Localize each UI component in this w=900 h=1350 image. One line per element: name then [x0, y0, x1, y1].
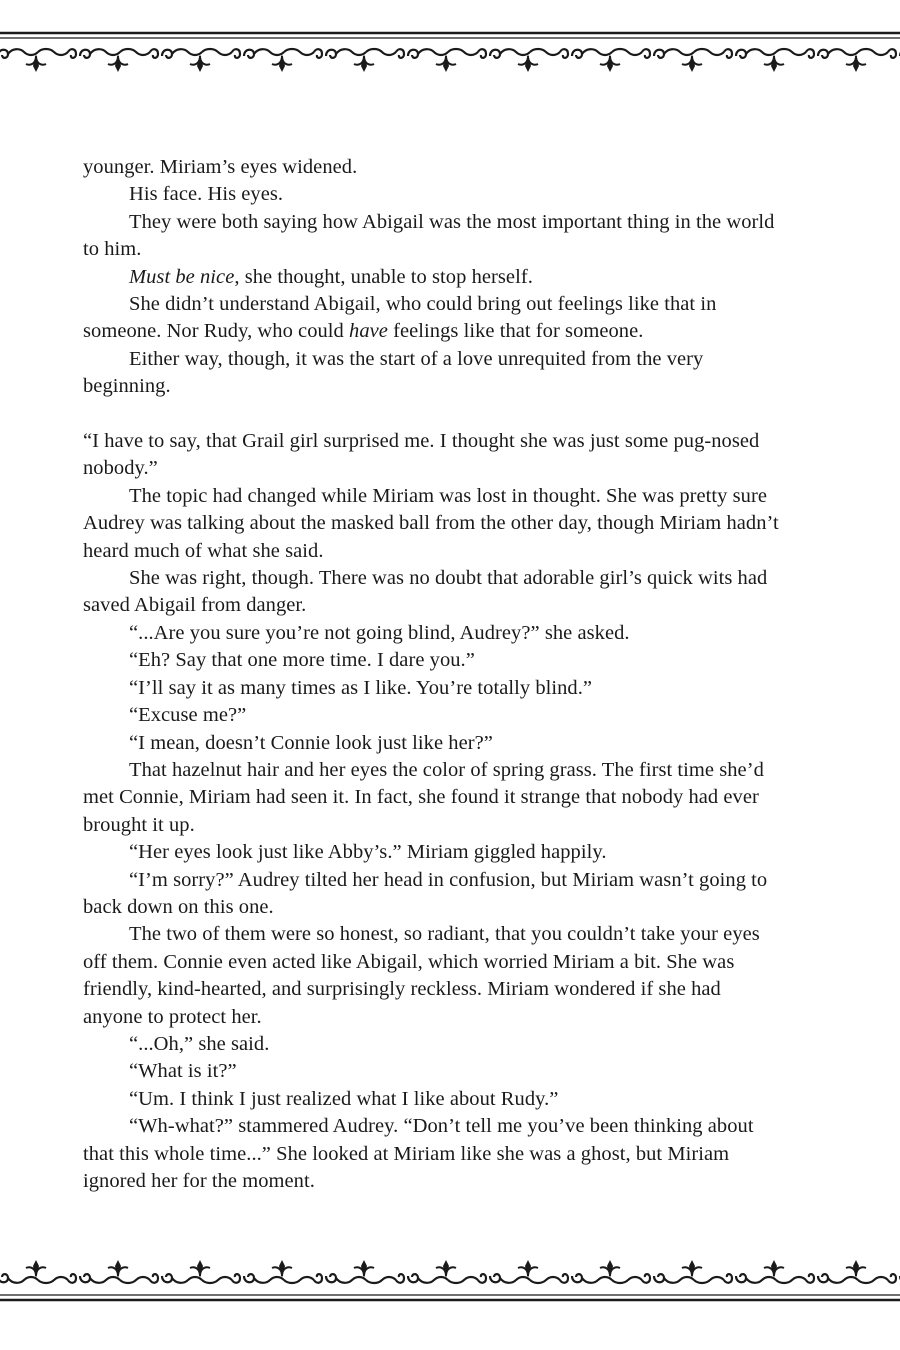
paragraph [83, 209, 783, 264]
text-run: younger. Miriam’s eyes widened. [83, 156, 358, 178]
paragraph [83, 620, 783, 647]
top-ornamental-border [0, 30, 900, 92]
paragraph [83, 483, 783, 565]
paragraph [83, 181, 783, 208]
text-run: “I mean, doesn’t Connie look just like her?” [129, 731, 493, 754]
text-run: “...Oh,” she said. [129, 1032, 270, 1055]
paragraph [83, 702, 783, 729]
text-run: feelings like that for someone. [387, 320, 644, 343]
text-run: Either way, though, it was the start of a love unrequited from the very beginning. [83, 347, 704, 398]
text-run: “I’m sorry?” Audrey tilted her head in confusion, but Miriam wasn’t going to back down on this one. [83, 868, 768, 918]
text-run: The two of them were so honest, so radiant, that you couldn’t take your eyes off them. Connie even acted like Abigail, which worried Miriam a bit. She was friendly, kind-hearted, and surprisingly reckless. Miriam wondered if she had anyone to protect her. [83, 923, 760, 1028]
text-run: “Wh-what?” stammered Audrey. “Don’t tell me you’ve been thinking about that this whole time...” She looked at Miriam like she was a ghost, but Miriam ignored her for the moment. [83, 1115, 754, 1193]
ornament-motif [736, 49, 814, 72]
ornament-motif [326, 49, 404, 72]
paragraph [83, 867, 783, 922]
ornament-motif [80, 49, 158, 72]
text-run: “Her eyes look just like Abby’s.” Miriam giggled happily. [129, 841, 607, 864]
paragraph [83, 921, 783, 1031]
text-run: “I’ll say it as many times as I like. You’re totally blind.” [129, 676, 593, 699]
scene-break [83, 401, 783, 428]
ornament-motif [572, 49, 650, 72]
ornament-motif [408, 1260, 486, 1283]
text-run: , she thought, unable to stop herself. [234, 265, 533, 288]
paragraph [83, 1086, 783, 1113]
ornament-motif [736, 1260, 814, 1283]
paragraph [83, 730, 783, 757]
paragraph [83, 675, 783, 702]
text-run: “What is it?” [129, 1060, 237, 1083]
ornament-motif [654, 49, 732, 72]
paragraph [83, 1058, 783, 1085]
paragraph [83, 757, 783, 839]
paragraph [83, 264, 783, 291]
page-body-text [83, 154, 783, 1195]
ornament-motif [0, 49, 76, 72]
text-run: The topic had changed while Miriam was lost in thought. She was pretty sure Audrey was talking about the masked ball from the other day, though Miriam hadn’t heard much of what she said. [83, 484, 779, 562]
italic-text: have [349, 320, 388, 343]
ornament-motif [162, 1260, 240, 1283]
ornament-motif [408, 49, 486, 72]
text-run: They were both saying how Abigail was the most important thing in the world to him. [83, 210, 775, 261]
paragraph [83, 1113, 783, 1195]
text-run: “Eh? Say that one more time. I dare you.” [129, 649, 475, 672]
italic-text: Must be nice [129, 265, 235, 288]
ornament-motif [80, 1260, 158, 1283]
ornament-motif [490, 1260, 568, 1283]
ornament-motif [0, 1260, 76, 1283]
ornament-motif [490, 49, 568, 72]
paragraph [83, 291, 783, 346]
paragraph [83, 647, 783, 674]
ornament-motif [162, 49, 240, 72]
bottom-ornamental-border [0, 1242, 900, 1304]
ornament-motif [326, 1260, 404, 1283]
ornament-motif [818, 1260, 896, 1283]
text-run: “...Are you sure you’re not going blind, Audrey?” she asked. [129, 621, 630, 644]
paragraph [83, 428, 783, 483]
paragraph [83, 154, 783, 181]
ornament-motif [818, 49, 896, 72]
paragraph [83, 346, 783, 401]
ornament-motif [244, 49, 322, 72]
text-run: “Um. I think I just realized what I like about Rudy.” [129, 1087, 559, 1110]
paragraph [83, 839, 783, 866]
text-run: His face. His eyes. [129, 183, 284, 206]
ornament-motif [244, 1260, 322, 1283]
text-run: “I have to say, that Grail girl surprised me. I thought she was just some pug-nosed nobody.” [83, 430, 760, 480]
ornament-motif [654, 1260, 732, 1283]
ornament-motif [572, 1260, 650, 1283]
text-run: She didn’t understand Abigail, who could bring out feelings like that in someone. Nor Rudy, who could [83, 293, 717, 343]
text-run: That hazelnut hair and her eyes the color of spring grass. The first time she’d met Connie, Miriam had seen it. In fact, she found it strange that nobody had ever brought it up. [83, 758, 764, 836]
text-run: “Excuse me?” [129, 704, 247, 727]
text-run: She was right, though. There was no doubt that adorable girl’s quick wits had saved Abigail from danger. [83, 567, 768, 617]
paragraph [83, 565, 783, 620]
paragraph [83, 1031, 783, 1058]
